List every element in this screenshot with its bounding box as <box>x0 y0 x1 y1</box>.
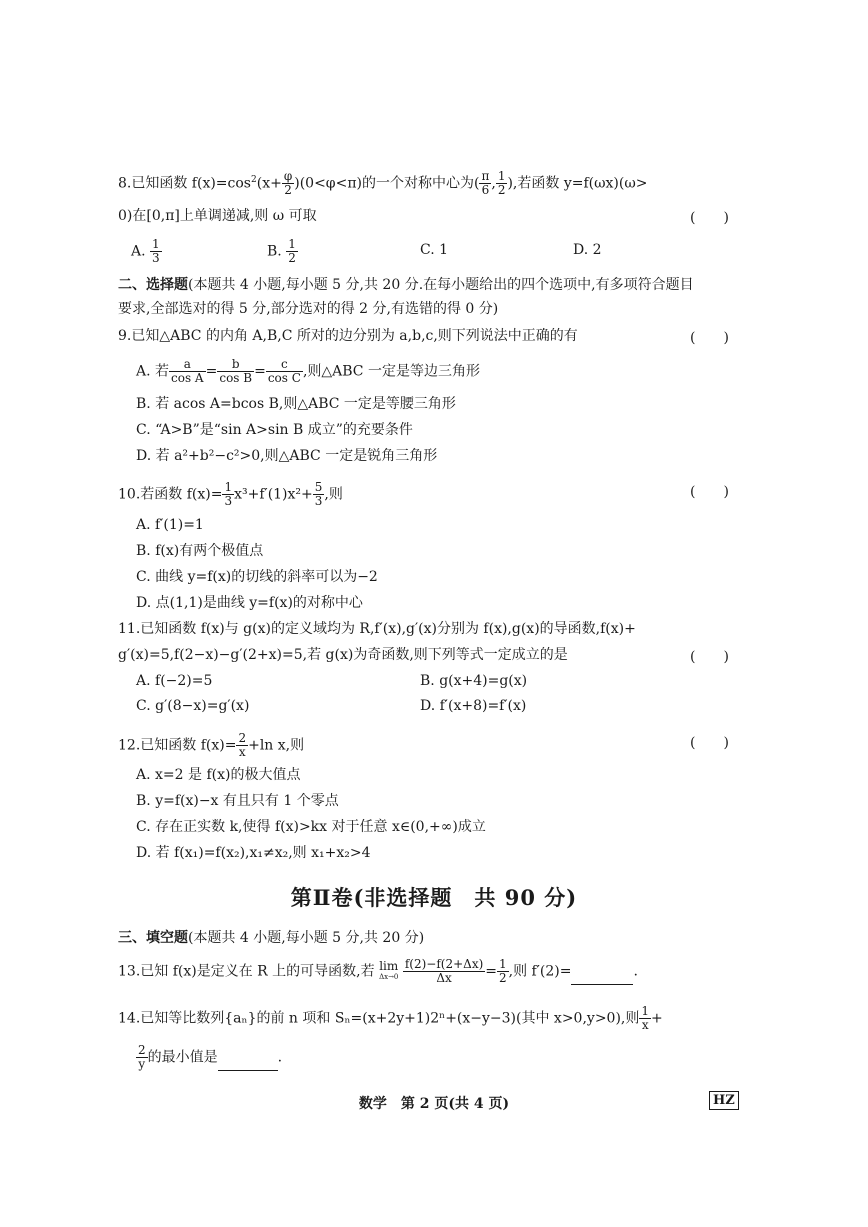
q11-option-c: C. g′(8−x)=g′(x) <box>136 698 250 714</box>
page-footer: 数学 第 2 页(共 4 页) <box>358 1096 510 1112</box>
q11-option-a: A. f(−2)=5 <box>136 673 213 689</box>
q12-option-d: D. 若 f(x₁)=f(x₂),x₁≠x₂,则 x₁+x₂>4 <box>136 845 371 861</box>
q8-line1: 8.已知函数 $f(x)=\cos^2(x+$ $\frac{\varphi}{2}$ )(0<φ<π)的一个对称中心为( $\frac{\pi}{6}$ , $\frac{1}{2}$ ),若函数 y=f(ωx)(ω> <box>118 169 648 197</box>
answer-paren: ( ) <box>690 330 729 346</box>
q10-option-d: D. 点(1,1)是曲线 y=f(x)的对称中心 <box>136 595 363 611</box>
answer-paren: ( ) <box>690 735 729 751</box>
q11-line2: g′(x)=5,f(2−x)−g′(2+x)=5,若 g(x)为奇函数,则下列等式一定成立的是 <box>118 647 568 663</box>
q9-option-d: D. 若 a²+b²−c²>0,则△ABC 一定是锐角三角形 <box>136 448 438 464</box>
q10-option-a: A. f′(1)=1 <box>136 517 204 533</box>
q12-option-a: A. x=2 是 f(x)的极大值点 <box>136 767 301 783</box>
q10-option-b: B. f(x)有两个极值点 <box>136 543 264 559</box>
q11-option-b: B. g(x+4)=g(x) <box>420 673 528 689</box>
q9-option-a: A. 若 $\frac{a}{\text{cos A}}$ = $\frac{b}{\text{cos B}}$ = $\frac{c}{\text{cos C}}$ ,则△ABC 一定是等边三角形 <box>136 357 480 385</box>
q9-stem: 9.已知△ABC 的内角 A,B,C 所对的边分别为 a,b,c,则下列说法中正确的有 <box>118 328 578 344</box>
q12-option-b: B. y=f(x)−x 有且只有 1 个零点 <box>136 793 339 809</box>
q9-option-b: B. 若 acos A=bcos B,则△ABC 一定是等腰三角形 <box>136 396 456 412</box>
q14-line1: 14.已知等比数列{aₙ}的前 n 项和 Sₙ=(x+2y+1)2ⁿ+(x−y−3)(其中 x>0,y>0),则 $\frac{1}{x}$ + <box>118 1004 663 1032</box>
q11-option-d: D. f′(x+8)=f′(x) <box>420 698 527 714</box>
q10-option-c: C. 曲线 y=f(x)的切线的斜率可以为−2 <box>136 569 378 585</box>
section3-heading: 三、填空题(本题共 4 小题,每小题 5 分,共 20 分) <box>118 930 425 946</box>
exam-code-badge: HZ <box>709 1091 739 1110</box>
answer-paren: ( ) <box>690 649 729 665</box>
q9-option-c: C. “A>B”是“sin A>sin B 成立”的充要条件 <box>136 422 413 438</box>
q12-stem: 12.已知函数 f(x)= $\frac{2}{x}$ +ln x,则 <box>118 731 305 759</box>
answer-paren: ( ) <box>690 484 729 500</box>
q8-option-a: A. $\frac{1}{3}$ <box>131 237 160 265</box>
q14-answer-blank[interactable] <box>218 1070 278 1071</box>
part2-title: 第Ⅱ卷(非选择题 共 90 分) <box>290 885 578 910</box>
section2-line2: 要求,全部选对的得 5 分,部分选对的得 2 分,有选错的得 0 分) <box>118 301 499 317</box>
q8-option-d: D. 2 <box>573 242 602 258</box>
q8-line2: 0)在[0,π]上单调递减,则 ω 可取 <box>118 208 317 224</box>
answer-paren: ( ) <box>690 210 729 226</box>
q8-option-b: B. $\frac{1}{2}$ <box>267 237 296 265</box>
q12-option-c: C. 存在正实数 k,使得 f(x)>kx 对于任意 x∈(0,+∞)成立 <box>136 819 486 835</box>
section2-line1: 二、选择题(本题共 4 小题,每小题 5 分,共 20 分.在每小题给出的四个选项中,有多项符合题目 <box>118 277 694 293</box>
q8-option-c: C. 1 <box>420 242 449 258</box>
q11-line1: 11.已知函数 f(x)与 g(x)的定义域均为 R,f′(x),g′(x)分别为 f(x),g(x)的导函数,f(x)+ <box>118 621 636 637</box>
q13-answer-blank[interactable] <box>571 984 633 985</box>
q14-line2: $\frac{2}{y}$ 的最小值是 . <box>138 1043 283 1071</box>
q13-stem: 13.已知 f(x)是定义在 R 上的可导函数,若 lim Δx→0 $\frac{f(2)-f(2+\Delta x)}{\Delta x}$ = $\frac{1}{2}$ ,则 f′(2)= . <box>118 957 638 985</box>
q10-stem: 10.若函数 f(x)= $\frac{1}{3}$ x³+f′(1)x²+ $\frac{5}{3}$ ,则 <box>118 480 343 508</box>
